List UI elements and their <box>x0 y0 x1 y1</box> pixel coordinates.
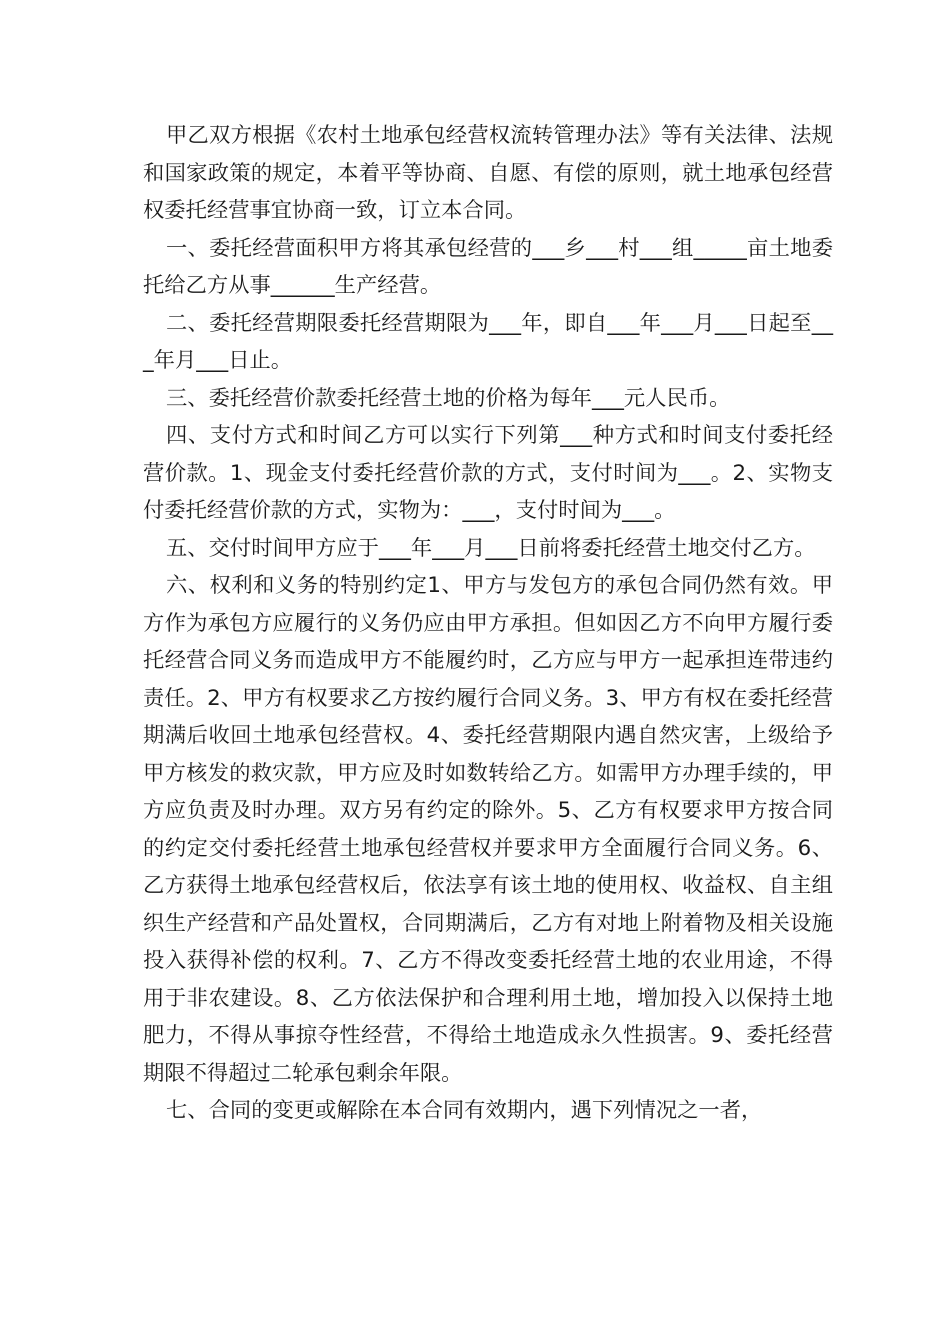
paragraph-preamble: 甲乙双方根据《农村土地承包经营权流转管理办法》等有关法律、法规和国家政策的规定，本着平等协商、自愿、有偿的原则，就土地承包经营权委托经营事宜协商一致，订立本合同。 <box>143 123 833 223</box>
contract-body <box>143 117 833 1130</box>
paragraph-clause-4-payment: 四、支付方式和时间乙方可以实行下列第___种方式和时间支付委托经营价款。1、现金支付委托经营价款的方式，支付时间为___。2、实物支付委托经营价款的方式，实物为：___，支付时间为___。 <box>143 423 833 523</box>
paragraph-clause-2-term: 二、委托经营期限委托经营期限为___年，即自___年___月___日起至___年月___日止。 <box>143 310 833 373</box>
paragraph-clause-7-change: 七、合同的变更或解除在本合同有效期内，遇下列情况之一者， <box>166 1098 763 1123</box>
paragraph-clause-6-rights: 六、权利和义务的特别约定1、甲方与发包方的承包合同仍然有效。甲方作为承包方应履行的义务仍应由甲方承担。但如因乙方不向甲方履行委托经营合同义务而造成甲方不能履约时，乙方应与甲方一起承担连带违约责任。2、甲方有权要求乙方按约履行合同义务。3、甲方有权在委托经营期满后收回土地承包经营权。4、委托经营期限内遇自然灾害，上级给予甲方核发的救灾款，甲方应及时如数转给乙方。如需甲方办理手续的，甲方应负责及时办理。双方另有约定的除外。5、乙方有权要求甲方按合同的约定交付委托经营土地承包经营权并要求甲方全面履行合同义务。6、乙方获得土地承包经营权后，依法享有该土地的使用权、收益权、自主组织生产经营和产品处置权，合同期满后，乙方有对地上附着物及相关设施投入获得补偿的权利。7、乙方不得改变委托经营土地的农业用途，不得用于非农建设。8、乙方依法保护和合理利用土地，增加投入以保持土地肥力，不得从事掠夺性经营，不得给土地造成永久性损害。9、委托经营期限不得超过二轮承包剩余年限。 <box>143 573 833 1086</box>
paragraph-clause-5-delivery: 五、交付时间甲方应于___年___月___日前将委托经营土地交付乙方。 <box>166 535 816 561</box>
paragraph-clause-1-area: 一、委托经营面积甲方将其承包经营的___乡___村___组_____亩土地委托给乙方从事______生产经营。 <box>143 235 833 298</box>
paragraph-clause-3-price: 三、委托经营价款委托经营土地的价格为每年___元人民币。 <box>166 385 731 411</box>
